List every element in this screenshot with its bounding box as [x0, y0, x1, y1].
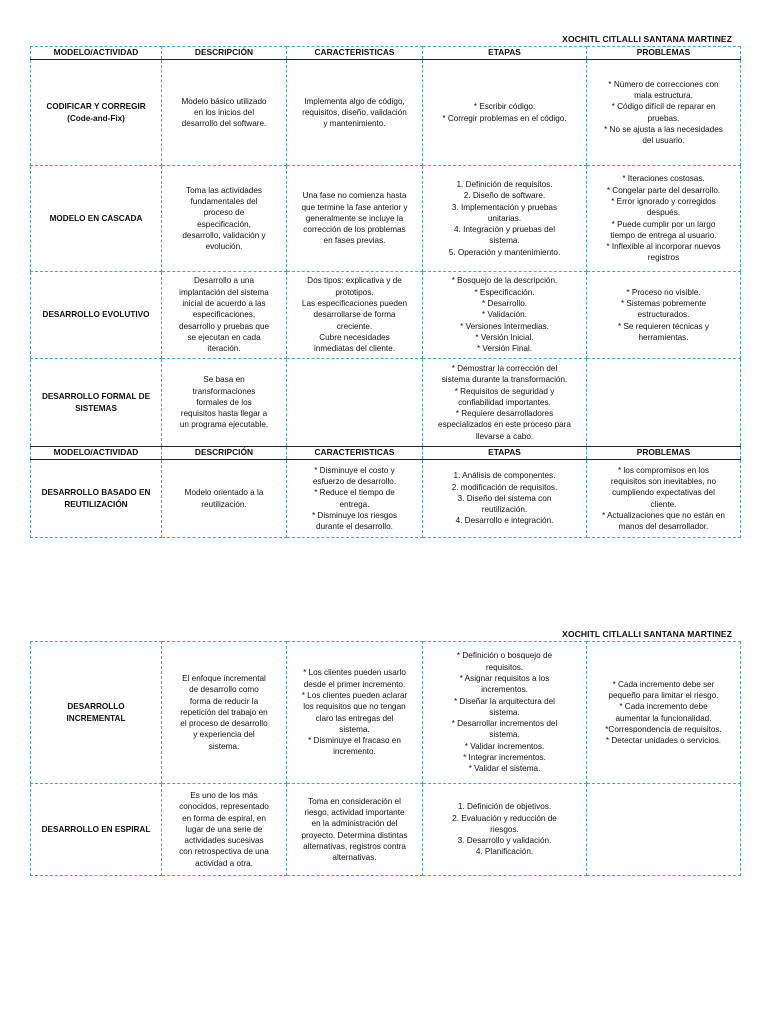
- cell-line: unitarias.: [487, 213, 522, 223]
- problemas-cell: [587, 166, 741, 272]
- cell-line: 3. Diseño del sistema con: [457, 493, 552, 503]
- cell-line: * Congelar parte del desarrollo.: [606, 185, 721, 195]
- cell-line: el proceso de desarrollo: [180, 719, 268, 729]
- cell-line: actividades sucesivas: [184, 836, 264, 846]
- cell-line: se ejecutan en cada: [187, 332, 261, 342]
- cell-line: 3. Desarrollo y validación.: [457, 836, 552, 846]
- descripcion-cell: [162, 359, 287, 447]
- cell-line: implantación del sistema: [179, 287, 269, 297]
- cell-line: evolución.: [205, 242, 243, 252]
- cell-line: reutilización.: [481, 505, 528, 515]
- etapas-cell: [423, 272, 587, 359]
- cell-line: * Versión Final.: [476, 344, 533, 354]
- cell-line: * Integrar incrementos.: [463, 753, 546, 763]
- header-descripcion: DESCRIPCIÓN: [162, 47, 287, 60]
- cell-line: * Detectar unidades o servicios.: [605, 736, 722, 746]
- header-row: [31, 47, 741, 60]
- cell-line: MODELO EN CASCADA: [49, 213, 143, 223]
- cell-line: * No se ajusta a las necesidades: [604, 124, 723, 134]
- cell-line: durante el desarrollo.: [316, 522, 393, 532]
- cell-line: 3. Implementación y pruebas: [451, 202, 558, 212]
- cell-line: Toma en consideración el: [308, 796, 401, 806]
- cell-line: desarrollarse de forma: [313, 310, 396, 320]
- cell-line: alternativas, registros contra: [303, 841, 406, 851]
- table-row: [31, 60, 741, 166]
- cell-line: CODIFICAR Y CORREGIR: [46, 102, 146, 112]
- cell-line: * Demostrar la corrección del: [451, 363, 558, 373]
- cell-line: (Code-and-Fix): [67, 113, 125, 123]
- header-problemas: PROBLEMAS: [587, 447, 741, 460]
- problemas-cell: [587, 359, 741, 447]
- cell-line: requisitos hasta llegar a: [180, 409, 268, 419]
- cell-line: SISTEMAS: [75, 403, 117, 413]
- cell-line: 1. Definición de objetivos.: [457, 802, 552, 812]
- etapas-cell: [423, 359, 587, 447]
- cell-line: cumpliendo expectativas del: [612, 488, 715, 498]
- cell-line: Desarrollo a una: [193, 276, 255, 286]
- problemas-cell: [587, 460, 741, 538]
- cell-line: con retrospectiva de una: [179, 847, 269, 857]
- model-cell: [31, 460, 162, 538]
- cell-line: * Proceso no visible.: [626, 287, 701, 297]
- header-descripcion: DESCRIPCIÓN: [162, 447, 287, 460]
- descripcion-cell: [162, 272, 287, 359]
- cell-line: sistema.: [208, 741, 240, 751]
- cell-line: DESARROLLO BASADO EN: [41, 488, 151, 498]
- cell-line: desarrollo y pruebas que: [178, 321, 270, 331]
- etapas-cell: [423, 784, 587, 876]
- cell-line: sistema.: [489, 730, 520, 740]
- cell-line: * Definición o bosquejo de: [456, 651, 553, 661]
- cell-line: claro las entregas del: [315, 713, 394, 723]
- cell-line: 2. Evaluación y reducción de: [452, 813, 557, 823]
- etapas-cell: [423, 166, 587, 272]
- cell-line: riesgo, actividad importante: [304, 807, 405, 817]
- model-cell: [31, 784, 162, 876]
- cell-line: * Iteraciones costosas.: [622, 174, 705, 184]
- cell-line: requisitos.: [485, 662, 524, 672]
- cell-line: * Asignar requisitos a los: [459, 673, 550, 683]
- cell-line: 1. Definición de requisitos.: [456, 179, 553, 189]
- cell-line: llevarse a cabo.: [475, 431, 534, 441]
- header-row-repeat: [31, 447, 741, 460]
- cell-line: en forma de espiral, en: [182, 813, 266, 823]
- cell-line: * Versiones Intermedias.: [460, 321, 549, 331]
- cell-line: INCREMENTAL: [66, 713, 126, 723]
- etapas-cell: [423, 460, 587, 538]
- cell-line: * Escribir código.: [473, 102, 536, 112]
- cell-line: en fases previas.: [323, 236, 386, 246]
- models-table-page1: [30, 46, 741, 538]
- problemas-cell: [587, 642, 741, 784]
- cell-line: en los inicios del: [193, 107, 255, 117]
- cell-line: * Inflexible al incorporar nuevos: [606, 242, 721, 252]
- etapas-cell: [423, 60, 587, 166]
- caracteristicas-cell: [287, 272, 423, 359]
- cell-line: entrega.: [339, 499, 370, 509]
- header-problemas: PROBLEMAS: [587, 47, 741, 60]
- cell-line: corrección de los problemas: [303, 225, 406, 235]
- cell-line: especificación,: [197, 219, 251, 229]
- cell-line: * Disminuye el costo y: [314, 465, 395, 475]
- cell-line: * Sistemas pobremente: [620, 299, 707, 309]
- cell-line: cliente.: [650, 499, 677, 509]
- header-modelo: MODELO/ACTIVIDAD: [31, 47, 162, 60]
- table-row: [31, 166, 741, 272]
- table-row: [31, 272, 741, 359]
- cell-line: riesgos.: [490, 824, 519, 834]
- cell-line: manos del desarrollador.: [618, 522, 709, 532]
- cell-line: actividad a otra.: [195, 858, 253, 868]
- cell-line: * Código difícil de reparar en: [611, 102, 716, 112]
- cell-line: repetición del trabajo en: [180, 707, 268, 717]
- cell-line: desarrollo, validación y: [182, 230, 266, 240]
- cell-line: en la administración del: [311, 819, 398, 829]
- cell-line: * Cada incremento debe ser: [612, 679, 715, 689]
- cell-line: inicial de acuerdo a las: [182, 299, 266, 309]
- cell-line: * Disminuye el fracaso en: [308, 736, 401, 746]
- problemas-cell: [587, 60, 741, 166]
- problemas-cell: [587, 272, 741, 359]
- cell-line: * Validar incrementos.: [464, 741, 545, 751]
- header-etapas: ETAPAS: [423, 47, 587, 60]
- cell-line: * Validar el sistema.: [468, 764, 541, 774]
- cell-line: * Cada incremento debe: [619, 702, 708, 712]
- cell-line: Dos tipos: explicativa y de: [307, 276, 402, 286]
- cell-line: * los compromisos en los: [617, 465, 709, 475]
- cell-line: reutilización.: [201, 499, 247, 509]
- descripcion-cell: [162, 460, 287, 538]
- cell-line: 5. Operación y mantenimiento.: [448, 247, 561, 257]
- cell-line: forma de reducir la: [189, 696, 259, 706]
- cell-line: prototipos.: [335, 287, 374, 297]
- descripcion-cell: [162, 60, 287, 166]
- cell-line: iteración.: [207, 344, 241, 354]
- author-name-page2: XOCHITL CITLALLI SANTANA MARTINEZ: [562, 629, 732, 639]
- cell-line: * Reduce el tiempo de: [314, 488, 395, 498]
- cell-line: pequeño para limitar el riesgo.: [608, 690, 719, 700]
- caracteristicas-cell: [287, 784, 423, 876]
- cell-line: * Los clientes pueden aclarar: [301, 690, 408, 700]
- caracteristicas-cell: [287, 642, 423, 784]
- descripcion-cell: [162, 166, 287, 272]
- cell-line: conocidos, representado: [179, 802, 269, 812]
- cell-line: sistema.: [489, 707, 520, 717]
- author-name-page1: XOCHITL CITLALLI SANTANA MARTINEZ: [562, 34, 732, 44]
- cell-line: esfuerzo de desarrollo.: [312, 476, 397, 486]
- problemas-cell: [587, 784, 741, 876]
- cell-line: 2. Diseño de software.: [463, 191, 546, 201]
- cell-line: especializados en este proceso para: [438, 420, 571, 430]
- cell-line: 1. Análisis de componentes.: [453, 471, 556, 481]
- cell-line: * Requiere desarrolladores: [455, 409, 554, 419]
- cell-line: * Corregir problemas en el código.: [442, 113, 567, 123]
- model-cell: [31, 272, 162, 359]
- cell-line: Modelo orientado a la: [184, 488, 264, 498]
- cell-line: REUTILIZACIÓN: [64, 499, 128, 509]
- caracteristicas-cell: [287, 460, 423, 538]
- cell-line: * Diseñar la arquitectura del: [453, 696, 556, 706]
- cell-line: fundamentales del: [190, 196, 258, 206]
- cell-line: confiabilidad importantes.: [458, 397, 551, 407]
- cell-line: Se basa en: [203, 375, 245, 385]
- model-cell: [31, 60, 162, 166]
- cell-line: * Disminuye los riesgos: [311, 510, 398, 520]
- table-row: [31, 460, 741, 538]
- cell-line: Una fase no comienza hasta: [302, 191, 407, 201]
- cell-line: lugar de una serie de: [185, 824, 263, 834]
- cell-line: especificaciones,: [192, 310, 256, 320]
- cell-line: estructurados.: [637, 310, 690, 320]
- cell-line: * Puede cumplir por un largo: [611, 219, 716, 229]
- cell-line: tiempo de entrega al usuario.: [610, 230, 717, 240]
- cell-line: 4. Desarrollo e integración.: [455, 516, 554, 526]
- cell-line: proceso de: [203, 208, 245, 218]
- cell-line: formales de los: [196, 397, 252, 407]
- caracteristicas-cell: [287, 60, 423, 166]
- cell-line: herramientas.: [638, 332, 689, 342]
- cell-line: incremento.: [333, 747, 376, 757]
- header-modelo: MODELO/ACTIVIDAD: [31, 447, 162, 460]
- model-cell: [31, 166, 162, 272]
- models-table-page2: [30, 641, 741, 876]
- cell-line: * Se requieren técnicas y: [617, 321, 710, 331]
- cell-line: y experiencia del: [193, 730, 255, 740]
- cell-line: 4. Planificación.: [475, 847, 534, 857]
- cell-line: pruebas.: [647, 113, 680, 123]
- cell-line: un programa ejecutable.: [179, 420, 269, 430]
- table-row: [31, 784, 741, 876]
- cell-line: DESARROLLO EVOLUTIVO: [42, 310, 150, 320]
- header-caracteristicas: CARACTERISTICAS: [287, 447, 423, 460]
- cell-line: * Requisitos de seguridad y: [454, 386, 555, 396]
- cell-line: que termine la fase anterior y: [301, 202, 408, 212]
- cell-line: sistema durante la transformación.: [441, 375, 568, 385]
- cell-line: *Correspondencia de requisitos.: [605, 724, 722, 734]
- cell-line: Cubre necesidades: [319, 332, 390, 342]
- cell-line: sistema.: [489, 236, 520, 246]
- cell-line: * Bosquejo de la descripción.: [451, 276, 558, 286]
- cell-line: * Número de correcciones con: [608, 79, 719, 89]
- table-row: [31, 642, 741, 784]
- descripcion-cell: [162, 784, 287, 876]
- cell-line: y mantenimiento.: [323, 119, 386, 129]
- etapas-cell: [423, 642, 587, 784]
- caracteristicas-cell: [287, 166, 423, 272]
- cell-line: aumentar la funcionalidad.: [615, 713, 712, 723]
- cell-line: * Los clientes pueden usarlo: [303, 668, 406, 678]
- cell-line: proyecto. Determina distintas: [301, 830, 408, 840]
- table-row: [31, 359, 741, 447]
- cell-line: requisitos son inevitables, no: [610, 476, 717, 486]
- cell-line: 4. Integración y pruebas del: [453, 225, 556, 235]
- cell-line: generalmente se incluye la: [305, 213, 404, 223]
- cell-line: * Error ignorado y corregidos: [611, 196, 716, 206]
- cell-line: * Validación.: [482, 310, 527, 320]
- cell-line: Implementa algo de código,: [304, 96, 405, 106]
- cell-line: Las especificaciones pueden: [301, 299, 408, 309]
- cell-line: Toma las actividades: [186, 185, 262, 195]
- descripcion-cell: [162, 642, 287, 784]
- cell-line: Es uno de los más: [190, 790, 258, 800]
- cell-line: Modelo básico utilizado: [181, 96, 267, 106]
- cell-line: DESARROLLO FORMAL DE: [41, 392, 151, 402]
- model-cell: [31, 642, 162, 784]
- cell-line: DESARROLLO: [67, 702, 125, 712]
- header-caracteristicas: CARACTERISTICAS: [287, 47, 423, 60]
- cell-line: El enfoque incremental: [182, 673, 266, 683]
- cell-line: transformaciones: [192, 386, 256, 396]
- cell-line: incrementos.: [481, 685, 528, 695]
- cell-line: 2. modificación de requisitos.: [451, 482, 558, 492]
- cell-line: alternativas.: [332, 853, 377, 863]
- header-etapas: ETAPAS: [423, 447, 587, 460]
- cell-line: inmediatas del cliente.: [313, 344, 395, 354]
- cell-line: de desarrollo como: [189, 685, 259, 695]
- cell-line: del usuario.: [642, 136, 685, 146]
- cell-line: * Versión Inicial.: [475, 332, 534, 342]
- cell-line: los requisitos que no tengan: [303, 702, 406, 712]
- cell-line: desde el primer incremento.: [303, 679, 406, 689]
- caracteristicas-cell: [287, 359, 423, 447]
- cell-line: * Desarrollo.: [481, 299, 528, 309]
- cell-line: * Especificación.: [474, 287, 535, 297]
- cell-line: después.: [646, 208, 681, 218]
- model-cell: [31, 359, 162, 447]
- cell-line: registros: [647, 253, 680, 263]
- cell-line: DESARROLLO EN ESPIRAL: [41, 824, 151, 834]
- cell-line: desarrollo del software.: [181, 119, 267, 129]
- cell-line: * Desarrollar incrementos del: [451, 719, 558, 729]
- cell-line: mala estructura.: [634, 90, 693, 100]
- cell-line: * Actualizaciones que no están en: [602, 510, 725, 520]
- cell-line: requisitos, diseño, validación: [302, 107, 407, 117]
- cell-line: sistema.: [339, 724, 370, 734]
- cell-line: creciente.: [336, 321, 373, 331]
